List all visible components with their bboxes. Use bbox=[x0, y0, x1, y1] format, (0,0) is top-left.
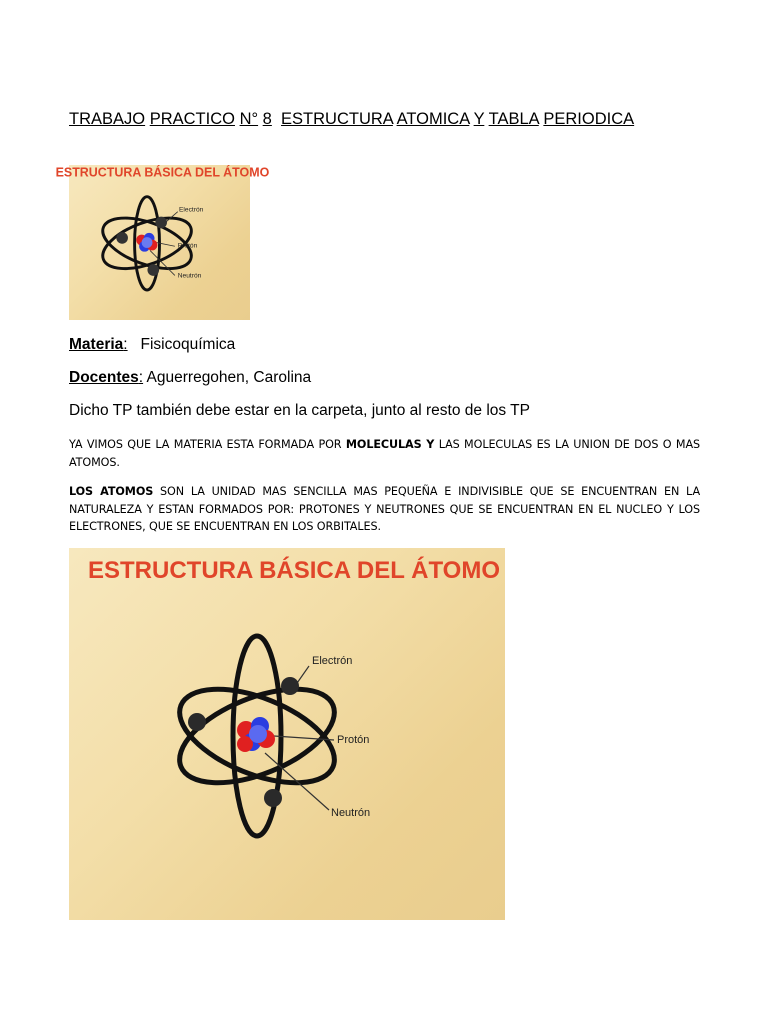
para2-text: SON LA UNIDAD MAS SENCILLA MAS PEQUEÑA E INDIVISIBLE QUE SE ENCUENTRAN EN LA NATURALEZA Y ESTAN FORMADOS POR: PROTONES Y NEUTRONES QUE SE ENCUENTRAN EN EL NUCLEO Y LOS ELECTRONES, QUE SE ENCUENTRAN EN LOS ORBITALES. bbox=[69, 485, 700, 533]
atom-diagram-small bbox=[55, 165, 270, 320]
title-word: PERIODICA bbox=[543, 110, 635, 128]
materia-line bbox=[69, 336, 235, 354]
atom-figure-small bbox=[55, 165, 270, 320]
title-word: TRABAJO bbox=[69, 110, 146, 128]
title-word: ATOMICA bbox=[396, 110, 470, 128]
para2-bold: LOS ATOMOS bbox=[69, 485, 154, 498]
materia-sep: : bbox=[123, 336, 128, 353]
dicho-line: Dicho TP también debe estar en la carpeta, junto al resto de los TP bbox=[69, 402, 530, 419]
label-electron: Electrón bbox=[312, 655, 353, 667]
label-neutron: Neutrón bbox=[331, 807, 371, 819]
title-word: N° bbox=[239, 110, 259, 128]
atom-figure-large bbox=[69, 548, 505, 920]
docentes-value: Aguerregohen, Carolina bbox=[143, 369, 312, 386]
title-word: 8 bbox=[262, 110, 272, 128]
docentes-label: Docentes bbox=[69, 369, 139, 386]
para1-post: LAS MOLECULAS ES LA UNION DE DOS O MAS ATOMOS. bbox=[69, 438, 700, 469]
materia-label: Materia bbox=[69, 336, 124, 353]
docentes-sep: : bbox=[138, 369, 144, 386]
title-word: Y bbox=[473, 110, 485, 128]
label-proton: Protón bbox=[337, 734, 370, 746]
figure-heading: ESTRUCTURA BÁSICA DEL ÁTOMO bbox=[55, 165, 270, 180]
docentes-line bbox=[69, 369, 311, 387]
label-electron: Electrón bbox=[179, 206, 204, 214]
label-neutron: Neutrón bbox=[177, 272, 202, 280]
title-word: ESTRUCTURA bbox=[281, 110, 393, 128]
para1-pre: YA VIMOS QUE LA MATERIA ESTA FORMADA POR bbox=[69, 438, 346, 451]
label-proton: Protón bbox=[177, 242, 198, 250]
paragraph-atoms bbox=[69, 483, 700, 536]
paragraph-molecules bbox=[69, 436, 700, 471]
title-word: TABLA bbox=[488, 110, 539, 128]
atom-diagram-large bbox=[69, 548, 505, 920]
figure-heading: ESTRUCTURA BÁSICA DEL ÁTOMO bbox=[87, 557, 501, 584]
para1-bold: MOLECULAS Y bbox=[345, 438, 435, 451]
document-title bbox=[69, 110, 634, 129]
title-word: PRACTICO bbox=[149, 110, 235, 128]
materia-value: Fisicoquímica bbox=[140, 336, 236, 353]
